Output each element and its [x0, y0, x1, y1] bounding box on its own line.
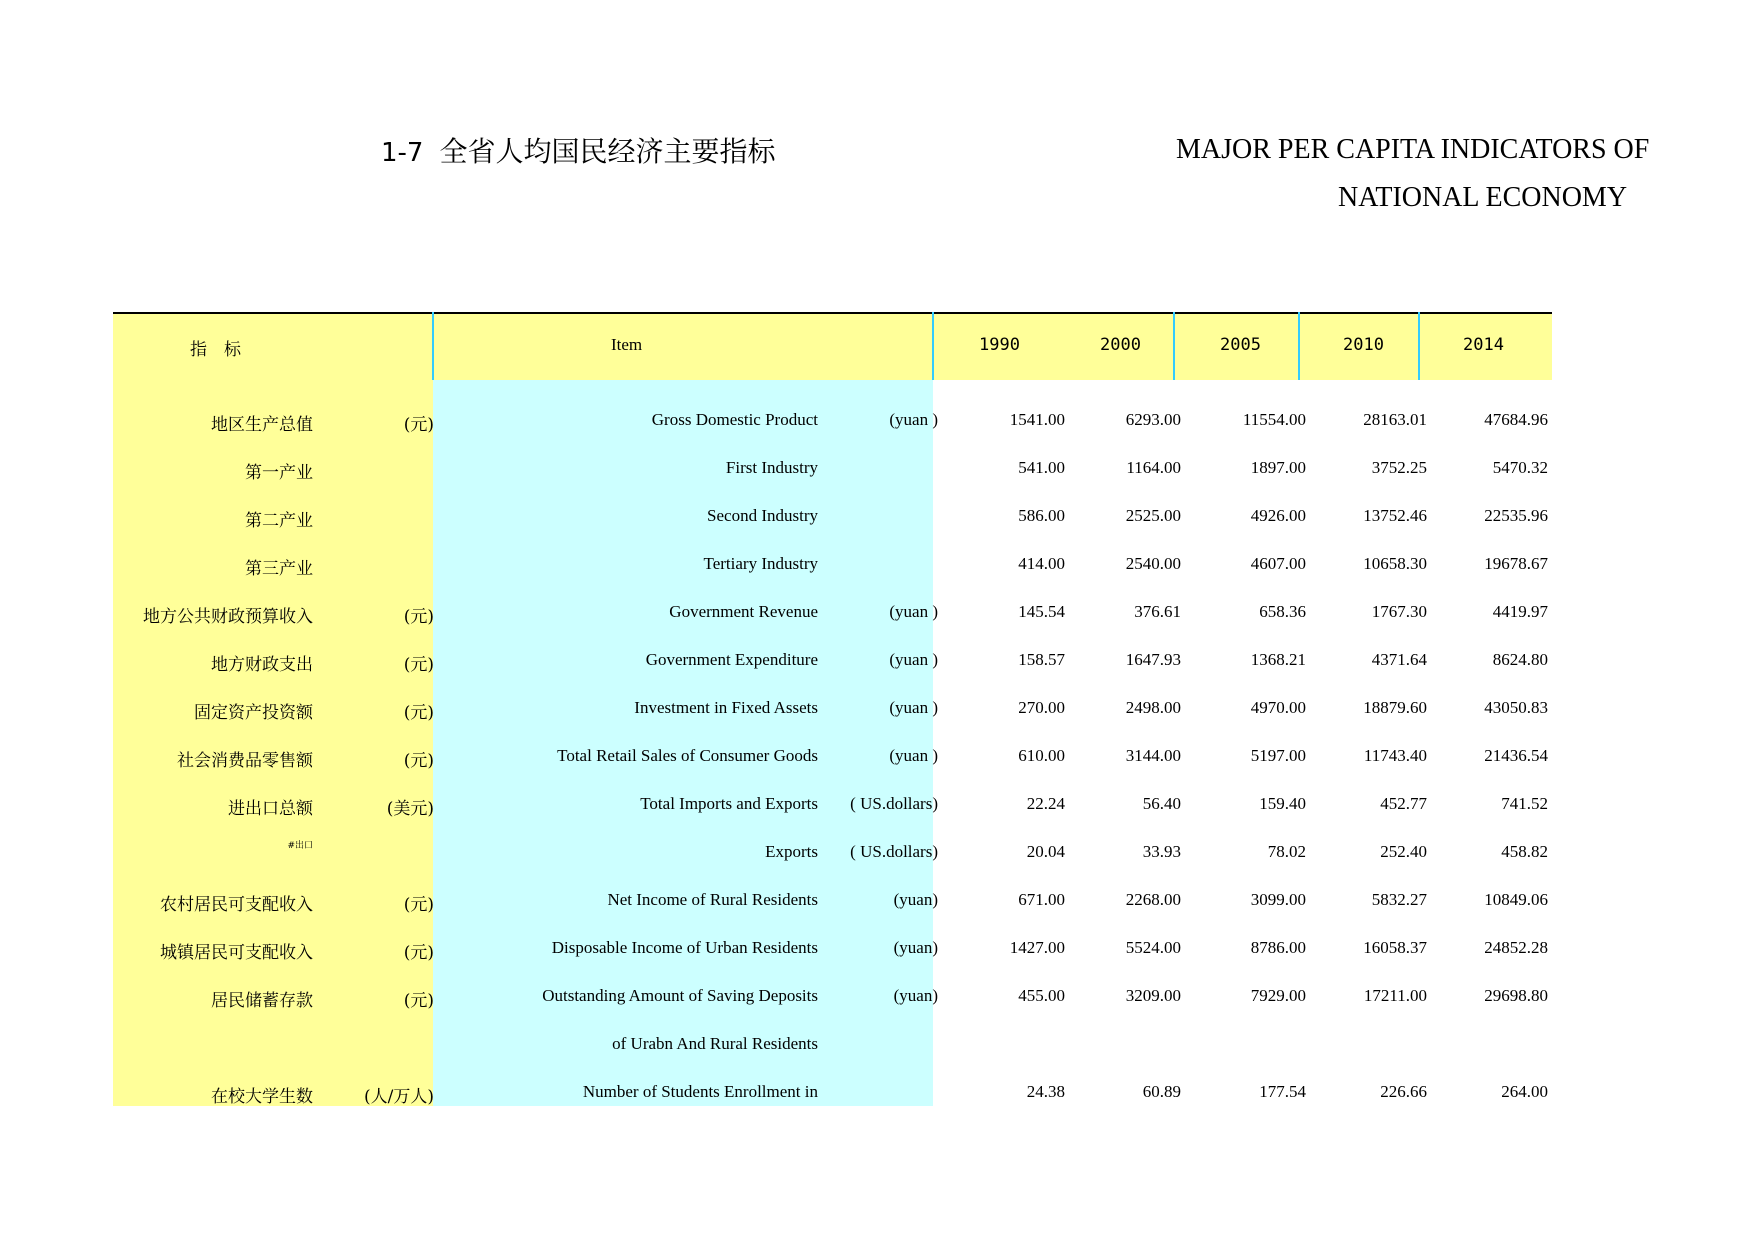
unit-en: (yuan) — [893, 938, 938, 957]
value-cell: 2525.00 — [1125, 506, 1181, 525]
value-cell: 5197.00 — [1250, 746, 1306, 765]
item-cn: 居民储蓄存款 — [211, 991, 313, 1011]
value-cell: 11554.00 — [1242, 410, 1306, 429]
value-cell: 541.00 — [1018, 458, 1065, 477]
header-separator — [932, 312, 934, 380]
header-separator — [1173, 312, 1175, 380]
unit-cn: (元) — [403, 607, 434, 627]
table-row — [0, 492, 1754, 540]
value-cell: 43050.83 — [1484, 698, 1548, 717]
header-separator — [1298, 312, 1300, 380]
item-cn: 第三产业 — [245, 559, 313, 579]
item-en: Disposable Income of Urban Residents — [551, 938, 818, 957]
value-cell: 1427.00 — [1009, 938, 1065, 957]
item-en: Government Revenue — [669, 602, 818, 621]
table-row — [0, 1020, 1754, 1068]
value-cell: 24852.28 — [1484, 938, 1548, 957]
value-cell: 1647.93 — [1125, 650, 1181, 669]
table-row — [0, 924, 1754, 972]
value-cell: 4926.00 — [1250, 506, 1306, 525]
unit-en: ( US.dollars) — [850, 842, 938, 861]
item-en: Gross Domestic Product — [651, 410, 818, 429]
value-cell: 47684.96 — [1484, 410, 1548, 429]
value-cell: 5470.32 — [1492, 458, 1548, 477]
value-cell: 1897.00 — [1250, 458, 1306, 477]
value-cell: 145.54 — [1018, 602, 1065, 621]
unit-en: (yuan) — [893, 890, 938, 909]
unit-cn: (元) — [403, 703, 434, 723]
value-cell: 658.36 — [1259, 602, 1306, 621]
item-cn: 进出口总额 — [228, 799, 313, 819]
value-cell: 16058.37 — [1363, 938, 1427, 957]
value-cell: 8624.80 — [1492, 650, 1548, 669]
table-row — [0, 684, 1754, 732]
table-row — [0, 972, 1754, 1020]
item-en: Net Income of Rural Residents — [607, 890, 818, 909]
unit-en: (yuan ) — [889, 650, 938, 669]
value-cell: 158.57 — [1018, 650, 1065, 669]
value-cell: 19678.67 — [1484, 554, 1548, 573]
item-cn: 地区生产总值 — [211, 415, 313, 435]
value-cell: 8786.00 — [1250, 938, 1306, 957]
value-cell: 1368.21 — [1250, 650, 1306, 669]
value-cell: 252.40 — [1380, 842, 1427, 861]
header-separator — [432, 312, 434, 380]
unit-en: (yuan ) — [889, 410, 938, 429]
unit-cn: (元) — [403, 991, 434, 1011]
value-cell: 226.66 — [1380, 1082, 1427, 1101]
value-cell: 11743.40 — [1363, 746, 1427, 765]
table-row — [0, 396, 1754, 444]
value-cell: 18879.60 — [1363, 698, 1427, 717]
item-en: Investment in Fixed Assets — [634, 698, 818, 717]
value-cell: 1767.30 — [1371, 602, 1427, 621]
item-en: Second Industry — [707, 506, 818, 525]
value-cell: 1164.00 — [1126, 458, 1181, 477]
page-title-cn — [381, 130, 775, 170]
value-cell: 13752.46 — [1363, 506, 1427, 525]
item-cn: 城镇居民可支配收入 — [160, 943, 313, 963]
item-en: Number of Students Enrollment in — [582, 1082, 818, 1101]
item-cn: 第二产业 — [245, 511, 313, 531]
value-cell: 671.00 — [1018, 890, 1065, 909]
item-en: Total Retail Sales of Consumer Goods — [557, 746, 818, 765]
value-cell: 20.04 — [1026, 842, 1065, 861]
unit-en: (yuan ) — [889, 698, 938, 717]
value-cell: 177.54 — [1259, 1082, 1306, 1101]
value-cell: 3099.00 — [1250, 890, 1306, 909]
value-cell: 586.00 — [1018, 506, 1065, 525]
header-year: 2014 — [1463, 335, 1504, 355]
value-cell: 610.00 — [1018, 746, 1065, 765]
value-cell: 28163.01 — [1363, 410, 1427, 429]
value-cell: 10849.06 — [1484, 890, 1548, 909]
item-en: Exports — [765, 842, 818, 861]
value-cell: 414.00 — [1018, 554, 1065, 573]
title-english-line1: MAJOR PER CAPITA INDICATORS OF — [1176, 134, 1650, 165]
table-row — [0, 636, 1754, 684]
unit-cn: (元) — [403, 415, 434, 435]
title-chinese: 全省人均国民经济主要指标 — [439, 135, 776, 168]
value-cell: 4970.00 — [1250, 698, 1306, 717]
header-item-cn: 指 标 — [190, 340, 241, 360]
value-cell: 22.24 — [1026, 794, 1065, 813]
value-cell: 3209.00 — [1125, 986, 1181, 1005]
value-cell: 60.89 — [1142, 1082, 1181, 1101]
unit-en: (yuan ) — [889, 746, 938, 765]
value-cell: 5832.27 — [1371, 890, 1427, 909]
item-cn: 固定资产投资额 — [194, 703, 313, 723]
unit-en: (yuan) — [893, 986, 938, 1005]
value-cell: 3752.25 — [1371, 458, 1427, 477]
value-cell: 452.77 — [1380, 794, 1427, 813]
item-cn: 农村居民可支配收入 — [160, 895, 313, 915]
table-number: 1-7 — [381, 138, 424, 168]
header-year: 2005 — [1220, 335, 1261, 355]
value-cell: 741.52 — [1501, 794, 1548, 813]
table-row — [0, 876, 1754, 924]
header-item-en: Item — [611, 335, 643, 354]
value-cell: 4607.00 — [1250, 554, 1306, 573]
unit-cn: (人/万人) — [364, 1087, 434, 1107]
value-cell: 455.00 — [1018, 986, 1065, 1005]
value-cell: 2540.00 — [1125, 554, 1181, 573]
value-cell: 24.38 — [1026, 1082, 1065, 1101]
table-top-rule — [113, 312, 1552, 314]
value-cell: 458.82 — [1501, 842, 1548, 861]
value-cell: 2268.00 — [1125, 890, 1181, 909]
table-row — [0, 780, 1754, 828]
table-row — [0, 1068, 1754, 1116]
item-en: Tertiary Industry — [703, 554, 818, 573]
header-separator — [1418, 312, 1420, 380]
item-cn: 在校大学生数 — [211, 1087, 313, 1107]
value-cell: 29698.80 — [1484, 986, 1548, 1005]
table-row — [0, 444, 1754, 492]
value-cell: 10658.30 — [1363, 554, 1427, 573]
header-year: 1990 — [979, 335, 1020, 355]
value-cell: 6293.00 — [1125, 410, 1181, 429]
table-row — [0, 732, 1754, 780]
value-cell: 4419.97 — [1492, 602, 1548, 621]
value-cell: 56.40 — [1142, 794, 1181, 813]
title-english-line2: NATIONAL ECONOMY — [1338, 182, 1628, 213]
table-row — [0, 540, 1754, 588]
value-cell: 78.02 — [1267, 842, 1306, 861]
header-year: 2000 — [1100, 335, 1141, 355]
value-cell: 4371.64 — [1371, 650, 1427, 669]
value-cell: 21436.54 — [1484, 746, 1548, 765]
item-cn: 地方公共财政预算收入 — [143, 607, 313, 627]
unit-cn: (元) — [403, 655, 434, 675]
unit-en: ( US.dollars) — [850, 794, 938, 813]
item-en: First Industry — [725, 458, 818, 477]
value-cell: 264.00 — [1501, 1082, 1548, 1101]
item-cn: 第一产业 — [245, 463, 313, 483]
unit-en: (yuan ) — [889, 602, 938, 621]
value-cell: 7929.00 — [1250, 986, 1306, 1005]
value-cell: 159.40 — [1259, 794, 1306, 813]
unit-cn: (元) — [403, 943, 434, 963]
value-cell: 2498.00 — [1125, 698, 1181, 717]
unit-cn: (元) — [403, 895, 434, 915]
unit-cn: (元) — [403, 751, 434, 771]
item-en: Government Expenditure — [645, 650, 818, 669]
value-cell: 22535.96 — [1484, 506, 1548, 525]
value-cell: 376.61 — [1134, 602, 1181, 621]
item-en: of Urabn And Rural Residents — [612, 1034, 818, 1053]
value-cell: 3144.00 — [1125, 746, 1181, 765]
item-en: Outstanding Amount of Saving Deposits — [542, 986, 818, 1005]
item-cn: 地方财政支出 — [211, 655, 313, 675]
table-row — [0, 588, 1754, 636]
header-year: 2010 — [1343, 335, 1384, 355]
table-row — [0, 828, 1754, 876]
item-cn: 社会消费品零售额 — [177, 751, 313, 771]
value-cell: 1541.00 — [1009, 410, 1065, 429]
value-cell: 5524.00 — [1125, 938, 1181, 957]
value-cell: 270.00 — [1018, 698, 1065, 717]
value-cell: 17211.00 — [1363, 986, 1427, 1005]
item-cn: #出口 — [287, 841, 313, 851]
value-cell: 33.93 — [1142, 842, 1181, 861]
unit-cn: (美元) — [386, 799, 434, 819]
item-en: Total Imports and Exports — [640, 794, 818, 813]
